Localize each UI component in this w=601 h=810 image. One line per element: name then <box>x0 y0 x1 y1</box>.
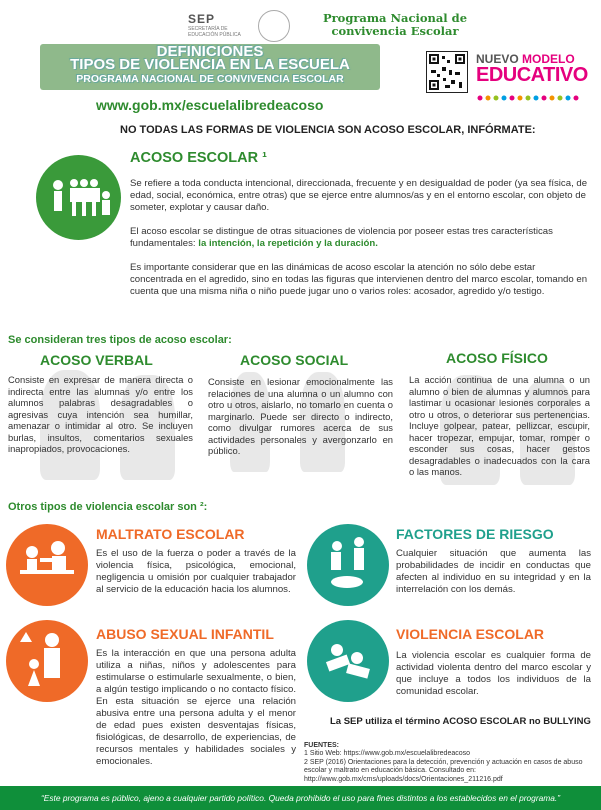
title-programa: PROGRAMA NACIONAL DE CONVIVENCIA ESCOLAR <box>76 73 344 85</box>
acoso-fisico-text: La acción continua de una alumna o un alumno o bien de alumnas y alumnos para lastimar u ocasionar lesiones corporales a otro u otros, o deteriorar sus pertenencias. Incluye golpear, patear, pellizcar, escupir, hacer tropezar, empujar, tomar, romper o esconder sus cosas, hacer gestos desagradables o inadecuados con la cara o las manos. <box>409 374 590 477</box>
violencia-escolar-icon <box>307 620 389 702</box>
title-definiciones: DEFINICIONES <box>156 43 264 60</box>
acoso-escolar-paragraph-2 <box>130 226 590 250</box>
website-link[interactable]: www.gob.mx/escuelalibredeacoso <box>96 97 324 113</box>
nuevo-text: NUEVO <box>476 52 519 66</box>
acoso-fisico-title: ACOSO FÍSICO <box>446 350 548 366</box>
headline: NO TODAS LAS FORMAS DE VIOLENCIA SON ACOSO ESCOLAR, INFÓRMATE: <box>120 124 536 136</box>
fuentes-block <box>304 742 589 784</box>
factores-riesgo-text: Cualquier situación que aumenta las probabilidades de incidir en conductas que afecten al individuo en su integridad y en la interrelación con los demás. <box>396 548 591 595</box>
acoso-escolar-p2-highlight: la intención, la repetición y la duración. <box>198 238 378 249</box>
violencia-escolar-title: VIOLENCIA ESCOLAR <box>396 626 545 642</box>
otros-tipos-heading: Otros tipos de violencia escolar son ²: <box>8 501 208 513</box>
sep-subtitle: SECRETARÍA DE EDUCACIÓN PÚBLICA <box>188 26 241 38</box>
fuente-2: 2 SEP (2016) Orientaciones para la detección, prevención y actuación en casos de abuso escolar y maltrato en educación básica. Consultado en: http://www.gob.mx/cms/uploads/docs/Orientaciones_211216.pdf <box>304 758 583 783</box>
acoso-social-title: ACOSO SOCIAL <box>240 352 349 368</box>
factores-riesgo-title: FACTORES DE RIESGO <box>396 526 554 542</box>
qr-code-icon <box>426 51 468 93</box>
color-dots-decoration <box>476 88 586 94</box>
sep-bullying-note: La SEP utiliza el término ACOSO ESCOLAR no BULLYING <box>330 716 591 727</box>
bullying-group-icon <box>36 155 121 240</box>
program-title: Programa Nacional de convivencia Escolar <box>322 11 468 38</box>
acoso-social-text: Consiste en lesionar emocionalmente las relaciones de una alumna o un alumno con otro u otros, aislarlo, no tomarlo en cuenta o marginarlo. Puede ser directo o indirecto, como divulgar rumores acerca de sus actividades personales y avergonzarlo en público. <box>208 376 393 456</box>
modelo-text: MODELO <box>522 52 575 66</box>
fuentes-label: FUENTES: <box>304 742 339 749</box>
acoso-escolar-p2-text: El acoso escolar se distingue de otras situaciones de violencia por poseer estas tres características fundamentales: <box>130 226 553 249</box>
title-tipos-violencia: TIPOS DE VIOLENCIA EN LA ESCUELA <box>70 56 350 73</box>
maltrato-escolar-text: Es el uso de la fuerza o poder a través de la violencia física, psicológica, emocional, negligencia u omisión por cualquier trabajador al servicio de la educación hacia los alumnos. <box>96 548 296 595</box>
acoso-escolar-paragraph-1: Se refiere a toda conducta intencional, direccionada, frecuente y en desigualdad de poder (ya sea física, de edad, social, económica, entre otras) que se ejerce entre alumnos/as y en el entorno escolar, con objeto de someter, explotar y causar daño. <box>130 178 588 213</box>
factores-riesgo-icon <box>307 524 389 606</box>
acoso-escolar-paragraph-3: Es importante considerar que en las dinámicas de acoso escolar la atención no sólo debe estar concentrada en el agredido, sino en todas las figuras que intervienen dentro del marco escolar, tomando en cuenta que una misma niña o niño puede jugar uno o varios roles: acosador, agredido y/o testigo. <box>130 262 588 297</box>
abuso-sexual-text: Es la interacción en que una persona adulta utiliza a niñas, niños y adolescentes para estimularse o estimularle sexualmente, o bien, a algún testigo implicando o no contacto físico. En esta situación se ejerce una relación abusiva entre una persona adulta y el menor de edad pues existen desventajas físicas, fisiológicas, de desarrollo, de experiencias, de recursos mentales y habilidades sociales y emocionales. <box>96 648 296 767</box>
acoso-verbal-text: Consiste en expresar de manera directa o indirecta entre las alumnas y/o entre los alumnos palabras desagradables o agresivas cuya intención sea humillar, amenazar o intimidar al otro. Se incluyen burlas, insultos, comentarios sexuales inapropiados, provocaciones. <box>8 374 193 454</box>
sep-logo: SEP <box>188 12 216 26</box>
maltrato-escolar-title: MALTRATO ESCOLAR <box>96 526 245 542</box>
acoso-escolar-title: ACOSO ESCOLAR ¹ <box>130 150 267 166</box>
footer-disclaimer: “Este programa es público, ajeno a cualquier partido político. Queda prohibido el uso para fines distintos a los establecidos en el programa.” <box>0 786 601 810</box>
maltrato-escolar-icon <box>6 524 88 606</box>
acoso-verbal-title: ACOSO VERBAL <box>40 352 153 368</box>
fuente-1: 1 Sitio Web: https://www.gob.mx/escuelalibredeacoso <box>304 750 471 758</box>
coat-of-arms-icon <box>258 10 290 42</box>
educativo-label: EDUCATIVO <box>476 64 588 86</box>
abuso-sexual-title: ABUSO SEXUAL INFANTIL <box>96 626 274 642</box>
violencia-escolar-text: La violencia escolar es cualquier forma de actividad violenta dentro del marco escolar y que incluye a todos los individuos de la comunidad escolar. <box>396 650 591 697</box>
tres-tipos-heading: Se consideran tres tipos de acoso escolar: <box>8 334 232 346</box>
abuso-sexual-icon <box>6 620 88 702</box>
